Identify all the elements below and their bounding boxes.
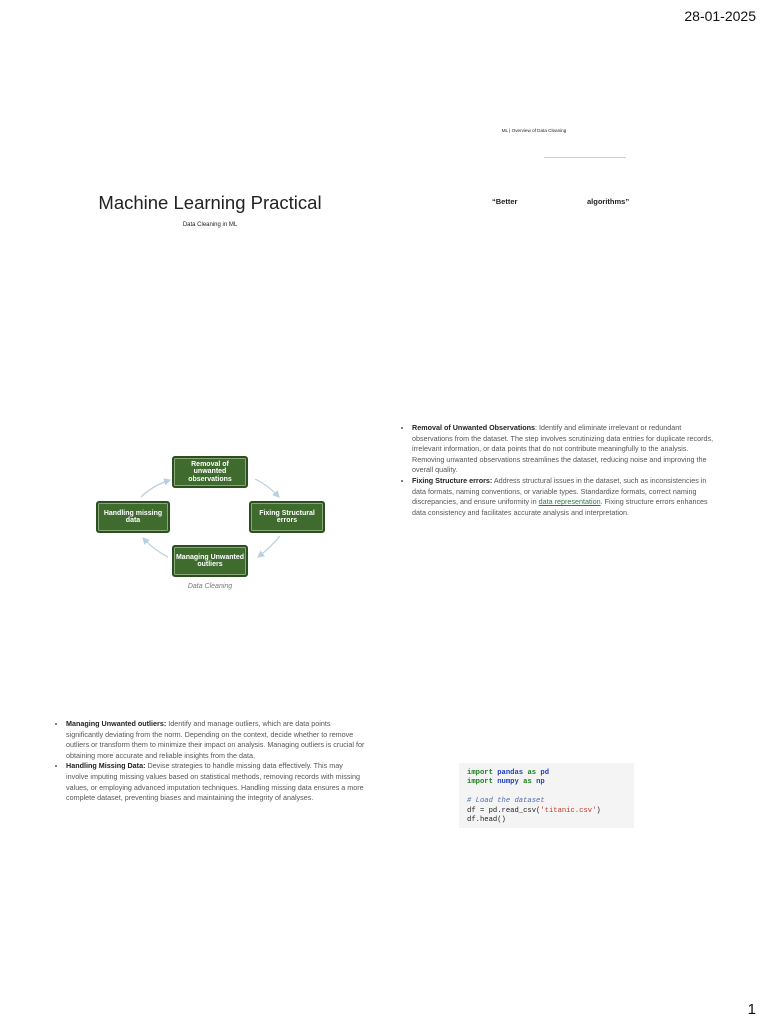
list-item: • Handling Missing Data: Devise strategies to handle missing data effectively. This may involve imputing missing values based on statistical methods, removing records with missing values, or employing advanced imputation techniques. Handling missing data ensures a more complete dataset, preventing biases and maintaining the integrity of analyses. xyxy=(66,761,366,803)
quote-left: “Better xyxy=(492,197,518,206)
node-outliers: Managing Unwanted outliers xyxy=(172,545,248,577)
slide-title: Machine Learning Practical xyxy=(98,192,322,213)
code-block: import pandas as pd import numpy as np # Load the dataset df = pd.read_csv('titanic.csv') df.head() xyxy=(459,763,634,828)
page-number: 1 xyxy=(747,1001,756,1018)
arrow-left-top xyxy=(141,480,170,497)
bullet-list-2 xyxy=(56,719,366,804)
page-date: 28-01-2025 xyxy=(684,8,756,24)
arrow-bottom-left xyxy=(143,538,168,557)
quote-right: algorithms” xyxy=(587,197,630,206)
arrow-top-right xyxy=(255,479,279,497)
node-missing: Handling missing data xyxy=(96,501,170,533)
header-underline xyxy=(544,157,626,158)
arrow-right-bottom xyxy=(258,536,280,557)
slide-subtitle: Data Cleaning in ML xyxy=(182,222,238,228)
bullet-list-1 xyxy=(402,423,720,518)
data-representation-link[interactable]: data representation xyxy=(538,497,601,507)
node-fixing: Fixing Structural errors xyxy=(249,501,325,533)
list-item: • Fixing Structure errors: Address structural issues in the dataset, such as inconsistencies in data formats, naming conventions, or variable types. Standardize formats, correct naming discrepancies, and ensure uniformity in data representation. Fixing structure errors enhances data consistency and facilitates accurate analysis and interpretation. xyxy=(412,476,720,518)
list-item: • Managing Unwanted outliers: Identify and manage outliers, which are data points significantly deviating from the norm. Depending on the context, decide whether to remove outliers or transform them to minimize their impact on analysis. Managing outliers is crucial for obtaining more accurate and reliable insights from the data. xyxy=(66,719,366,761)
slide-header: ML | Overview of Data Cleaning xyxy=(501,128,567,133)
list-item: • Removal of Unwanted Observations: Identify and eliminate irrelevant or redundant observations from the dataset. The step involves scrutinizing data entries for duplicate records, irrelevant information, or data points that do not contribute meaningfully to the analysis. Removing unwanted observations streamlines the dataset, reducing noise and improving the overall quality. xyxy=(412,423,720,476)
node-removal: Removal of unwanted observations xyxy=(172,456,248,488)
diagram-caption: Data Cleaning xyxy=(187,583,233,590)
